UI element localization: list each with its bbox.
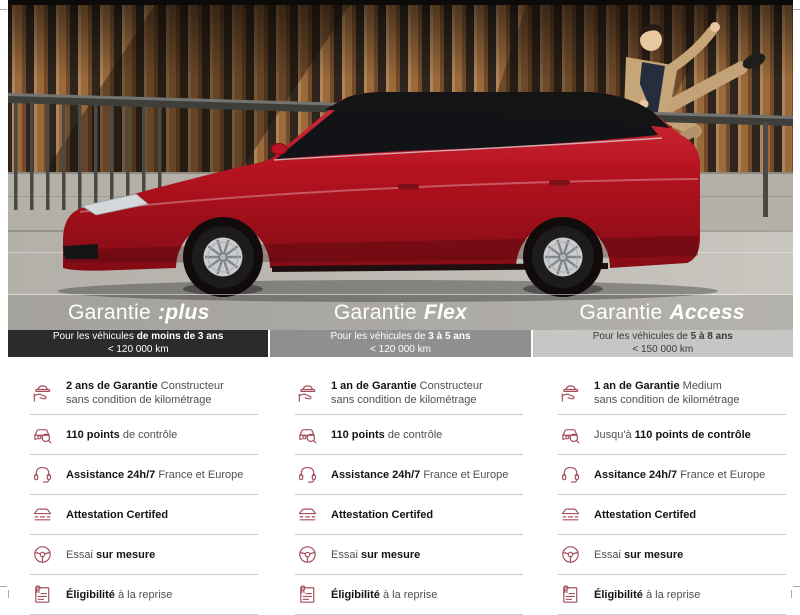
feature-text: Attestation Certifed	[331, 508, 434, 521]
eligibility-bands-row	[8, 330, 793, 357]
feature-row	[30, 535, 258, 575]
crop-mark	[0, 9, 7, 10]
feature-row	[295, 575, 523, 615]
clipboard-icon	[30, 582, 55, 607]
crop-mark	[793, 9, 800, 10]
hero-photo-illustration	[8, 0, 793, 330]
feature-text: 1 an de Garantie Medium sans condition de kilométrage	[594, 380, 740, 406]
headset-icon	[295, 462, 320, 487]
feature-text: 2 ans de Garantie Constructeur sans condition de kilométrage	[66, 380, 224, 406]
eligibility-line1: Pour les véhicules de moins de 3 ans	[52, 331, 224, 342]
feature-text: Assistance 24h/7 France et Europe	[66, 468, 244, 481]
feature-row	[30, 455, 258, 495]
feature-text: Assitance 24h/7 France et Europe	[594, 468, 766, 481]
eligibility-line1: Pour les véhicules de 3 à 5 ans	[330, 331, 471, 342]
feature-row	[295, 455, 523, 495]
eligibility-line2: < 150 000 km	[632, 343, 694, 355]
feature-row	[30, 495, 258, 535]
feature-row	[558, 575, 786, 615]
eligibility-band-plus	[8, 330, 268, 357]
feature-text: Attestation Certifed	[594, 508, 697, 521]
crop-mark	[791, 590, 792, 598]
feature-row	[558, 495, 786, 535]
plan-title-flex	[270, 295, 532, 330]
feature-row	[558, 535, 786, 575]
headset-icon	[30, 462, 55, 487]
plan-title-variant: Flex	[423, 300, 468, 324]
plan-title-variant: :plus	[157, 300, 210, 324]
feature-text: 110 points de contrôle	[66, 428, 178, 441]
feature-row	[558, 415, 786, 455]
feature-row	[30, 372, 258, 415]
plan-titles-row	[8, 294, 793, 330]
eligibility-band-access	[533, 330, 793, 357]
plan-title-prefix: Garantie	[333, 300, 417, 324]
feature-row	[295, 415, 523, 455]
crop-mark	[8, 590, 9, 598]
front-wheel	[192, 226, 254, 288]
steering-wheel-icon	[558, 542, 583, 567]
features-column-flex	[295, 372, 523, 615]
headset-icon	[558, 462, 583, 487]
feature-text: Essai sur mesure	[594, 548, 684, 561]
feature-row	[558, 372, 786, 415]
feature-row	[295, 535, 523, 575]
feature-row	[295, 372, 523, 415]
car-in-hand-icon	[295, 381, 320, 406]
feature-text: Essai sur mesure	[331, 548, 421, 561]
clipboard-icon	[295, 582, 320, 607]
clipboard-icon	[558, 582, 583, 607]
feature-text: Éligibilité à la reprise	[594, 588, 701, 601]
inspection-points-icon	[30, 422, 55, 447]
features-column-access	[558, 372, 786, 615]
plan-title-prefix: Garantie	[68, 300, 151, 324]
feature-text: 1 an de Garantie Constructeur sans condition de kilométrage	[331, 380, 483, 406]
feature-text: Éligibilité à la reprise	[331, 588, 438, 601]
feature-text: Attestation Certifed	[66, 508, 169, 521]
feature-text: Jusqu'à 110 points de contrôle	[594, 428, 751, 441]
feature-row	[295, 495, 523, 535]
feature-row	[30, 415, 258, 455]
feature-text: Essai sur mesure	[66, 548, 156, 561]
hero-photo	[8, 0, 793, 330]
car-in-hand-icon	[30, 381, 55, 406]
certificate-icon	[558, 502, 583, 527]
feature-text: Éligibilité à la reprise	[66, 588, 173, 601]
feature-row	[558, 455, 786, 495]
feature-row	[30, 575, 258, 615]
feature-text: Assistance 24h/7 France et Europe	[331, 468, 509, 481]
features-column-plus	[30, 372, 258, 615]
plan-title-prefix: Garantie	[579, 300, 663, 324]
eligibility-line1: Pour les véhicules de 5 à 8 ans	[592, 331, 733, 342]
inspection-points-icon	[558, 422, 583, 447]
crop-mark	[0, 586, 7, 587]
inspection-points-icon	[295, 422, 320, 447]
eligibility-line2: < 120 000 km	[107, 343, 169, 355]
certificate-icon	[295, 502, 320, 527]
car-in-hand-icon	[558, 381, 583, 406]
plan-title-access	[531, 295, 793, 330]
steering-wheel-icon	[295, 542, 320, 567]
steering-wheel-icon	[30, 542, 55, 567]
crop-mark	[793, 586, 800, 587]
certificate-icon	[30, 502, 55, 527]
eligibility-band-flex	[270, 330, 530, 357]
plan-title-plus	[8, 295, 270, 330]
eligibility-line2: < 120 000 km	[370, 343, 431, 355]
rear-wheel	[532, 226, 594, 288]
feature-text: 110 points de contrôle	[331, 428, 443, 441]
plan-title-variant: Access	[669, 300, 745, 324]
